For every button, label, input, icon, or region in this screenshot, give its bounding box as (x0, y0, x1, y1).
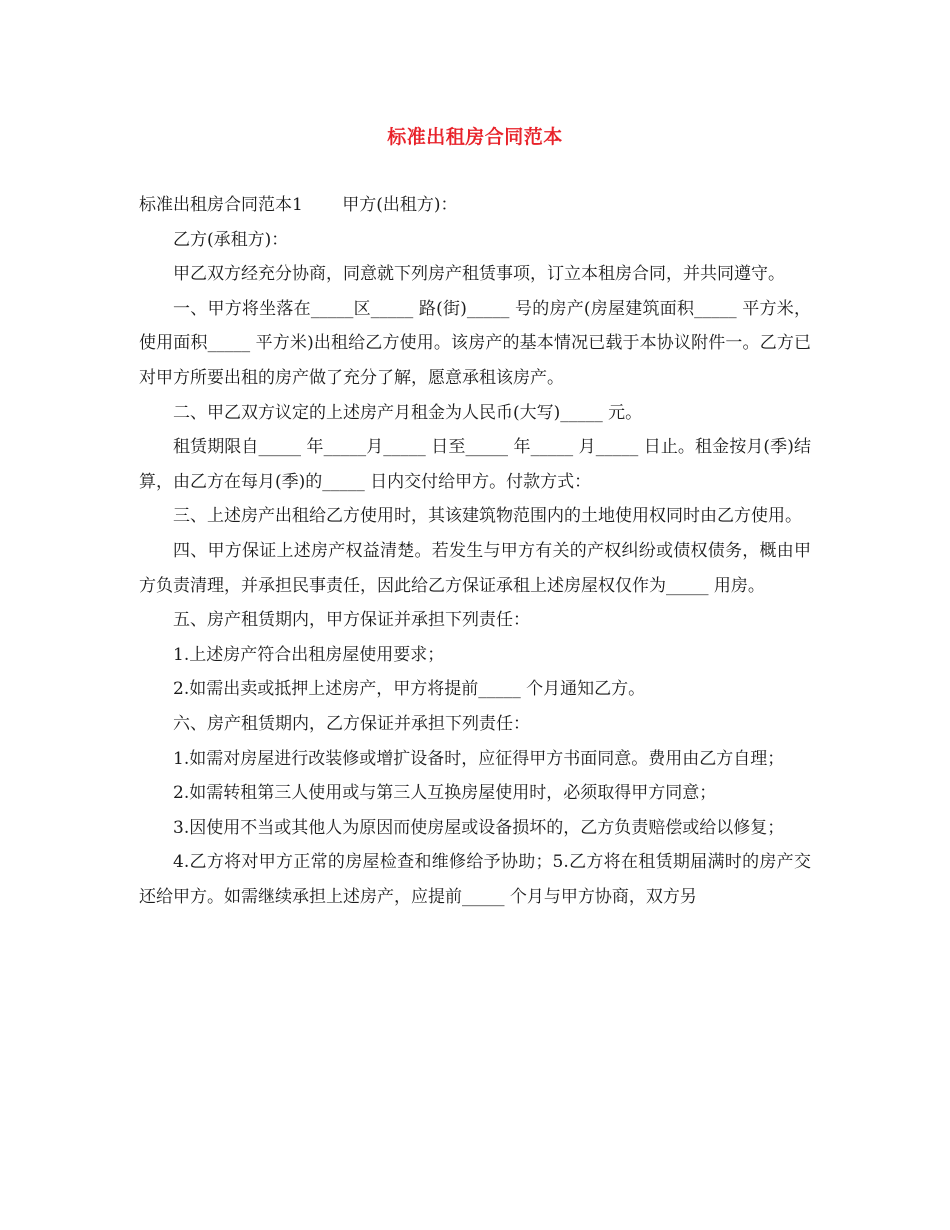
paragraph-clause-2: 二、甲乙双方议定的上述房产月租金为人民币(大写)_____ 元。 (173, 402, 643, 423)
paragraph-clause-6-item-1: 1.如需对房屋进行改装修或增扩设备时，应征得甲方书面同意。费用由乙方自理； (173, 748, 785, 769)
paragraph-heading-line: 标准出租房合同范本1 甲方(出租方)： (139, 195, 458, 215)
paragraph-agreement-intro: 甲乙双方经充分协商，同意就下列房产租赁事项，订立本租房合同，并共同遵守。 (173, 264, 785, 285)
paragraph-clause-3: 三、上述房产出租给乙方使用时，其该建筑物范围内的土地使用权同时由乙方使用。 (173, 506, 802, 527)
paragraph-clause-6: 六、房产租赁期内，乙方保证并承担下列责任： (173, 713, 530, 734)
paragraph-lease-term: 租赁期限自_____ 年_____月_____ 日至_____ 年_____ 月_____ 日止。租金按月(季)结算，由乙方在每月(季)的_____ 日内交付给甲方。付款方式： (139, 437, 811, 492)
paragraph-party-b: 乙方(承租方)： (173, 229, 289, 250)
document-title: 标准出租房合同范本 (387, 126, 563, 148)
paragraph-clause-5-item-1: 1.上述房产符合出租房屋使用要求； (173, 644, 445, 665)
document-body (139, 188, 811, 914)
paragraph-clause-5-item-2: 2.如需出卖或抵押上述房产，甲方将提前_____ 个月通知乙方。 (173, 679, 646, 700)
paragraph-clause-4: 四、甲方保证上述房产权益清楚。若发生与甲方有关的产权纠纷或债权债务，概由甲方负责清理，并承担民事责任，因此给乙方保证承租上述房屋权仅作为_____ 用房。 (139, 540, 811, 596)
paragraph-clause-5: 五、房产租赁期内，甲方保证并承担下列责任： (173, 610, 530, 631)
paragraph-clause-6-item-2: 2.如需转租第三人使用或与第三人互换房屋使用时，必须取得甲方同意； (173, 783, 717, 804)
paragraph-clause-6-item-4-5: 4.乙方将对甲方正常的房屋检查和维修给予协助；5.乙方将在租赁期届满时的房产交还给甲方。如需继续承担上述房产，应提前_____ 个月与甲方协商，双方另 (139, 852, 811, 907)
paragraph-clause-6-item-3: 3.因使用不当或其他人为原因而使房屋或设备损坏的，乙方负责赔偿或给以修复； (173, 817, 785, 838)
paragraph-clause-1: 一、甲方将坐落在_____区_____ 路(街)_____ 号的房产(房屋建筑面积_____ 平方米，使用面积_____ 平方米)出租给乙方使用。该房产的基本情况已载于本协议附件一。乙方已对甲方所要出租的房产做了充分了解，愿意承租该房产。 (139, 298, 811, 388)
